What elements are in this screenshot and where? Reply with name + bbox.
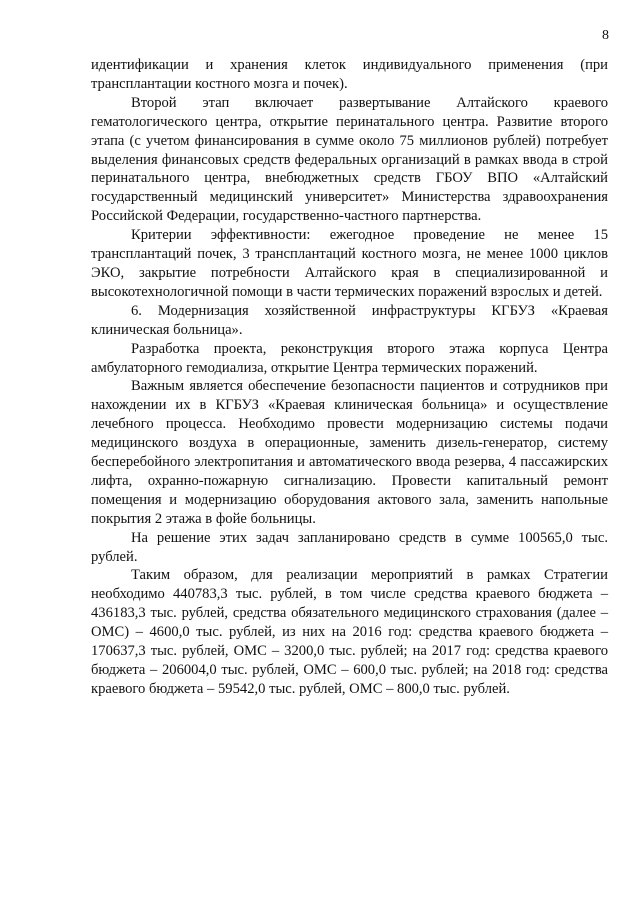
paragraph: Таким образом, для реализации мероприятий в рамках Стратегии необходимо 440783,3 тыс. рублей, в том числе средства краевого бюджета – 436183,3 тыс. рублей, средства обязательного медицинского страхования (далее – ОМС) – 4600,0 тыс. рублей, из них на 2016 год: средства краевого бюджета – 170637,3 тыс. рублей, ОМС – 3200,0 тыс. рублей; на 2017 год: средства краевого бюджета – 206004,0 тыс. рублей, ОМС – 600,0 тыс. рублей; на 2018 год: средства краевого бюджета – 59542,0 тыс. рублей, ОМС – 800,0 тыс. рублей. — [91, 567, 608, 697]
paragraph: Разработка проекта, реконструкция второго этажа корпуса Центра амбулаторного гемодиализа, открытие Центра термических поражений. — [91, 340, 608, 376]
paragraph: 6. Модернизация хозяйственной инфраструктуры КГБУЗ «Краевая клиническая больница». — [91, 302, 608, 338]
page-number: 8 — [602, 28, 609, 43]
paragraph: идентификации и хранения клеток индивидуального применения (при трансплантации костного мозга и почек). — [91, 57, 608, 92]
paragraph: Важным является обеспечение безопасности пациентов и сотрудников при нахождении их в КГБУЗ «Краевая клиническая больница» и осуществление лечебного процесса. Необходимо провести модернизацию системы подачи медицинского воздуха в операционные, заменить дизель-генератор, систему бесперебойного электропитания и автоматического ввода резерва, 4 пассажирских лифта, охранно-пожарную сигнализацию. Провести капитальный ремонт помещения и модернизацию оборудования актового зала, заменить напольные покрытия 2 этажа в фойе больницы. — [91, 378, 608, 527]
paragraph: На решение этих задач запланировано средств в сумме 100565,0 тыс. рублей. — [91, 529, 608, 565]
document-body — [91, 56, 608, 699]
paragraph: Критерии эффективности: ежегодное проведение не менее 15 трансплантаций почек, 3 трансплантаций костного мозга, не менее 1000 циклов ЭКО, закрытие потребности Алтайского края в специализированной и высокотехнологичной помощи в части термических поражений взрослых и детей. — [91, 227, 608, 300]
paragraph: Второй этап включает развертывание Алтайского краевого гематологического центра, открытие перинатального центра. Развитие второго этапа (с учетом финансирования в сумме около 75 миллионов рублей) потребует выделения финансовых средств федеральных организаций в рамках ввода в строй перинатального центра, внебюджетных средств ГБОУ ВПО «Алтайский государственный медицинский университет» Министерства здравоохранения Российской Федерации, государственно-частного партнерства. — [91, 94, 608, 225]
